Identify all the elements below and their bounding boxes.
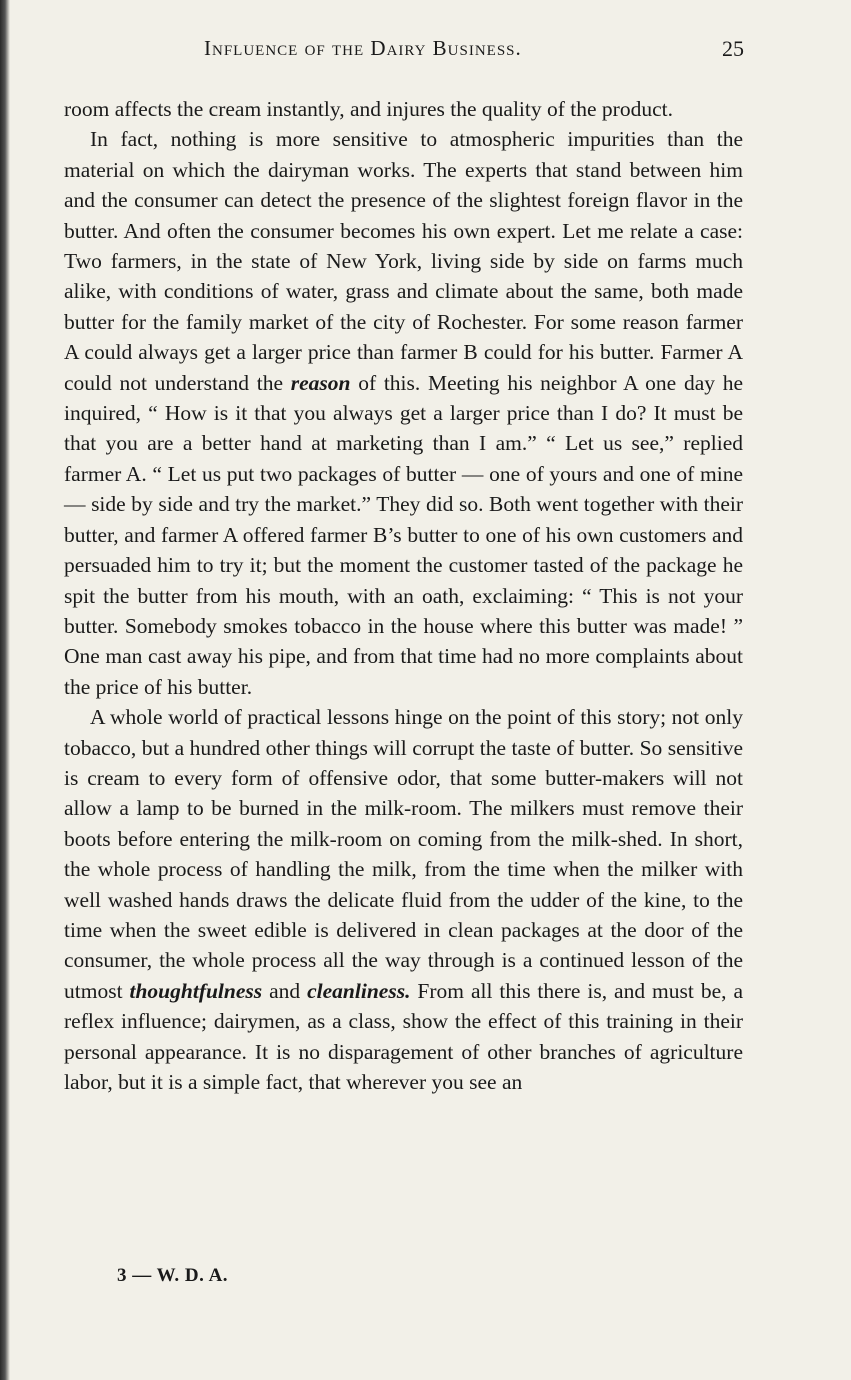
paragraph-3 bbox=[64, 702, 743, 1097]
running-head-title: Influence of the Dairy Business. bbox=[204, 36, 522, 60]
signature-mark: 3 — W. D. A. bbox=[117, 1265, 229, 1286]
paragraph-1 bbox=[64, 94, 743, 124]
paragraph-2-text-a: In fact, nothing is more sensitive to atmospheric impurities than the material on which the dairyman works. The experts that stand between him and the consumer can detect the presence of the slightest foreign flavor in the butter. And often the consumer becomes his own expert. Let me relate a case: Two farmers, in the state of New York, living side by side on farms much alike, with conditions of water, grass and climate about the same, both made butter for the family market of the city of Rochester. For some reason farmer A could always get a larger price than farmer B could for his butter. Farmer A could not understand the bbox=[64, 127, 743, 395]
page-number: 25 bbox=[722, 36, 744, 61]
running-head bbox=[64, 36, 744, 68]
emphasis-cleanliness: cleanliness. bbox=[307, 978, 411, 1003]
emphasis-thoughtfulness: thoughtfulness bbox=[129, 978, 263, 1003]
emphasis-reason: reason bbox=[290, 370, 351, 395]
body-text bbox=[64, 94, 743, 1097]
paragraph-2-text-b: of this. Meeting his neighbor A one day he inquired, “ How is it that you always get a larger price than I do? It must be that you are a better hand at marketing than I am.” “ Let us see,” replied farmer A. “ Let us put two packages of butter — one of yours and one of mine — side by side and try the market.” They did so. Both went together with their butter, and farmer A offered farmer B’s butter to one of his own customers and persuaded him to try it; but the moment the customer tasted of the package he spit the butter from his mouth, with an oath, exclaiming: “ This is not your butter. Somebody smokes tobacco in the house where this butter was made! ” One man cast away his pipe, and from that time had no more complaints about the price of his butter. bbox=[64, 370, 744, 699]
paragraph-2 bbox=[64, 124, 743, 702]
paragraph-3-text-b: and bbox=[262, 978, 308, 1003]
paragraph-3-text-c: From all this there is, and must be, a reflex influence; dairymen, as a class, show the effect of this training in their personal appearance. It is no disparagement of other branches of agriculture labor, but it is a simple fact, that wherever you see an bbox=[64, 978, 743, 1094]
paragraph-1-text: room affects the cream instantly, and injures the quality of the product. bbox=[64, 97, 673, 121]
paragraph-3-text-a: A whole world of practical lessons hinge on the point of this story; not only tobacco, but a hundred other things will corrupt the taste of butter. So sensitive is cream to every form of offensive odor, that some butter-makers will not allow a lamp to be burned in the milk-room. The milkers must remove their boots before entering the milk-room on coming from the milk-shed. In short, the whole process of handling the milk, from the time when the milker with well washed hands draws the delicate fluid from the udder of the kine, to the time when the sweet edible is delivered in clean packages at the door of the consumer, the whole process all the way through is a continued lesson of the utmost bbox=[64, 705, 743, 1003]
